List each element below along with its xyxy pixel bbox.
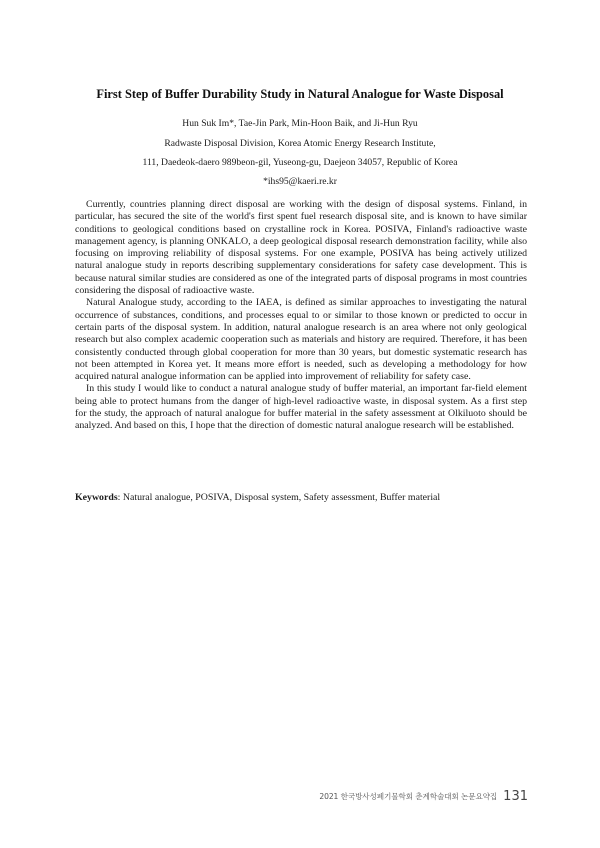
corresponding-email: *ihs95@kaeri.re.kr bbox=[263, 176, 337, 187]
abstract-body bbox=[75, 199, 527, 433]
abstract-paragraph: Currently, countries planning direct disposal are working with the design of disposal systems. Finland, in particular, has secured the site of the world's first spent fuel research disposal site, and is known to have similar conditions to geological conditions based on crystalline rock in Korea. POSIVA, Finland's radioactive waste management agency, is planning ONKALO, a deep geological disposal research demonstration facility, while also focusing on improving reliability of disposal systems. For one example, POSIVA has being actively utilized natural analogue study in reports describing supplementary considerations for safety case development. This is because natural similar studies are considered as one of the integrated parts of disposal programs in most countries considering the disposal of radioactive waste. bbox=[75, 199, 527, 297]
affiliation-address: 111, Daedeok-daero 989beon-gil, Yuseong-gu, Daejeon 34057, Republic of Korea bbox=[142, 157, 458, 168]
abstract-paragraph: Natural Analogue study, according to the IAEA, is defined as similar approaches to investigating the natural occurrence of substances, conditions, and processes equal to or similar to those known or predicted to occur in certain parts of the disposal system. In addition, natural analogue research is an area where not only geological research but also complex academic cooperation such as materials and history are required. Therefore, it has been consistently conducted through global cooperation for more than 30 years, but domestic systematic research has not been attempted in Korea yet. It means more effort is needed, such as developing a methodology for how acquired natural analogue information can be applied into improvement of reliability for safety case. bbox=[75, 297, 527, 383]
affiliation-division: Radwaste Disposal Division, Korea Atomic Energy Research Institute, bbox=[164, 138, 436, 149]
abstract-paragraph: In this study I would like to conduct a natural analogue study of buffer material, an important far-field element being able to protect humans from the danger of high-level radioactive waste, in disposal system. As a first step for the study, the approach of natural analogue for buffer material in the safety assessment at Olkiluoto should be analyzed. And based on this, I hope that the direction of domestic natural analogue research will be established. bbox=[75, 383, 527, 432]
page-footer bbox=[319, 786, 528, 805]
paper-title: First Step of Buffer Durability Study in Natural Analogue for Waste Disposal bbox=[96, 87, 504, 101]
keywords-list: : Natural analogue, POSIVA, Disposal system, Safety assessment, Buffer material bbox=[117, 492, 441, 503]
keywords-line bbox=[75, 492, 535, 504]
conference-name: 2021 한국방사성폐기물학회 춘계학술대회 논문요약집 bbox=[319, 792, 498, 801]
page-number: 131 bbox=[503, 789, 528, 804]
author-list: Hun Suk Im*, Tae-Jin Park, Min-Hoon Baik, and Ji-Hun Ryu bbox=[182, 118, 418, 129]
keywords-label: Keywords bbox=[75, 492, 118, 503]
